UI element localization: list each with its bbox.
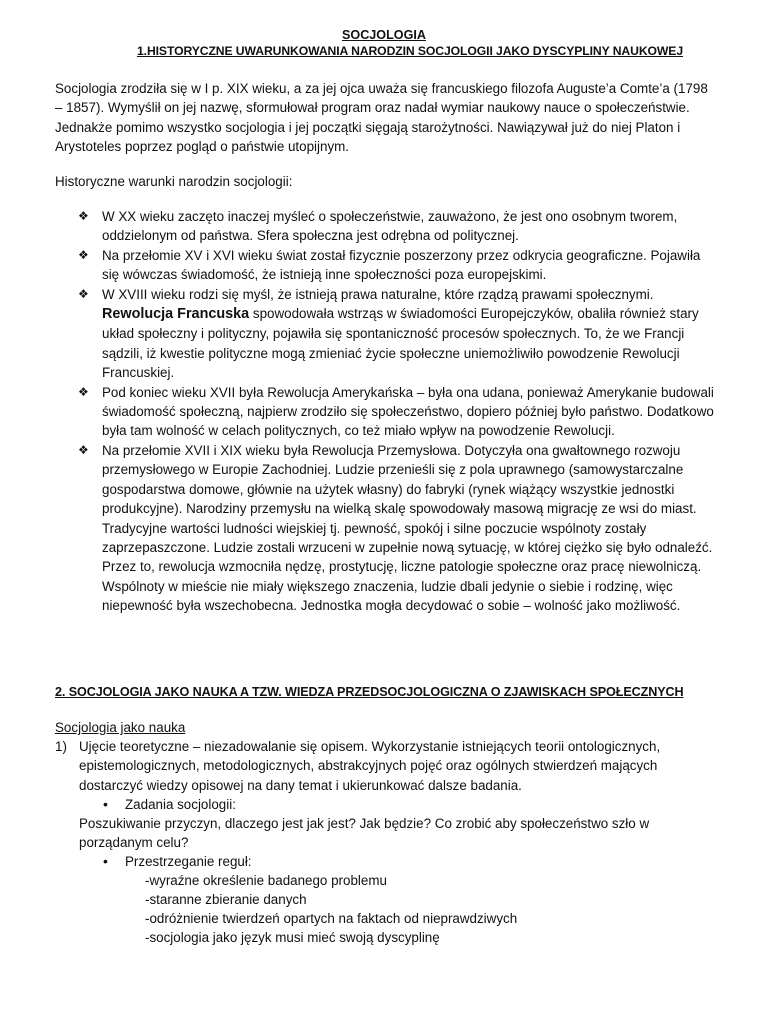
- numbered-item: [55, 737, 715, 795]
- item-number: 1): [55, 739, 67, 754]
- list-item-text: W XX wieku zaczęto inaczej myśleć o społeczeństwie, zauważono, że jest ono osobnym tworem, oddzielonym od państwa. Sfera społeczna jest odrębna od politycznej.: [102, 209, 678, 244]
- list-item-text-continued: spowodowała wstrząs w świadomości Europejczyków, obaliła również stary układ społeczny i polityczny, pojawiła się spontaniczność procesów społecznych. To, że we Francji sądzili, iż kwestie polityczne mogą zmieniać życie społeczne uniemożliwiło powodzenie Rewolucji Francuskiej.: [102, 306, 699, 381]
- rule-item: -staranne zbieranie danych: [145, 892, 307, 907]
- subheading: Socjologia jako nauka: [55, 720, 186, 735]
- tasks-text: Poszukiwanie przyczyn, dlaczego jest jak jest? Jak będzie? Co zrobić aby społeczeństwo szło w porządanym celu?: [79, 816, 650, 851]
- diamond-bullet-icon: ❖: [78, 286, 89, 301]
- list-item-text: Pod koniec wieku XVII była Rewolucja Amerykańska – była ona udana, ponieważ Amerykanie budowali świadomość społeczną, najpierw zrodziło się społeczeństwo, dopiero później było państwo. Dodatkowo była tam wolność w celach politycznych, co też miało wpływ na powodzenie Rewolucji.: [102, 384, 714, 439]
- conditions-list: [78, 207, 714, 616]
- intro-paragraph: Socjologia zrodziła się w I p. XIX wieku, a za jej ojca uważa się francuskiego filozofa Auguste’a Comte’a (1798 – 1857). Wymyślił on jej nazwę, sformułował program oraz nadał wymiar naukowy nauce o społeczeństwie. Jednakże pomimo wszystko socjologia i jej początki sięgają starożytności. Nawiązywał już do niej Platon i Arystoteles poprzez pogląd o państwie utopijnym.: [55, 81, 708, 155]
- conditions-label: Historyczne warunki narodzin socjologii:: [55, 174, 293, 189]
- document-title: SOCJOLOGIA: [342, 28, 426, 42]
- list-item-text: W XVIII wieku rodzi się myśl, że istnieją prawa naturalne, które rządzą prawami społecznymi.: [102, 286, 654, 302]
- dot-bullet-icon: •: [103, 796, 108, 812]
- list-item: [78, 285, 714, 383]
- list-item: [78, 207, 714, 246]
- list-item: [78, 246, 714, 285]
- list-item-text: Na przełomie XVII i XIX wieku była Rewolucja Przemysłowa. Dotyczyła ona gwałtownego rozwoju przemysłowego w Europie Zachodniej. Ludzie przenieśli się z pola uprawnego (samowystarczalne gospodarstwa domowe, głównie na użytek własny) do fabryki (rynek wiążący wszystkie jednostki produkcyjne). Narodziny przemysłu na wielką skalę spowodowały masową migrację ze wsi do miast. Tradycyjne wartości ludności wiejskiej tj. pewność, spokój i silne poczucie wspólnoty zostały zaprzepaszczone. Ludzie zostali wrzuceni w zupełnie nową sytuację, w której ciężko się było odnaleźć. Przez to, rewolucja wzmocniła nędzę, prostytucję, liczne patologie społeczne oraz pracę niewolniczą. Wspólnoty w mieście nie miały większego znaczenia, ludzie dbali jedynie o siebie i rodzinę, więc niepewność była wszechobecna. Jednostka mogła decydować o sobie – wolność jako możliwość.: [102, 442, 713, 614]
- rule-item: -wyraźne określenie badanego problemu: [145, 873, 387, 888]
- list-item-text: Na przełomie XV i XVI wieku świat został fizycznie poszerzony przez odkrycia geograficzne. Pojawiła się wówczas świadomość, że istnieją inne społeczności poza europejskimi.: [102, 247, 701, 283]
- list-item: [78, 383, 714, 441]
- tasks-bullet: [103, 795, 236, 814]
- rules-bullet: [103, 852, 252, 871]
- rule-item: -odróżnienie twierdzeń opartych na faktach od nieprawdziwych: [145, 911, 518, 926]
- section-2-title: 2. SOCJOLOGIA JAKO NAUKA A TZW. WIEDZA PRZEDSOCJOLOGICZNA O ZJAWISKACH SPOŁECZNYCH: [55, 685, 684, 699]
- diamond-bullet-icon: ❖: [78, 384, 89, 399]
- diamond-bullet-icon: ❖: [78, 209, 89, 223]
- dot-bullet-icon: •: [103, 853, 108, 869]
- tasks-label: Zadania socjologii:: [125, 797, 236, 812]
- section-1-title: 1.HISTORYCZNE UWARUNKOWANIA NARODZIN SOCJOLOGII JAKO DYSCYPLINY NAUKOWEJ: [136, 44, 684, 58]
- diamond-bullet-icon: ❖: [78, 442, 89, 457]
- rule-item: -socjologia jako język musi mieć swoją dyscyplinę: [145, 930, 440, 945]
- numbered-item-text: Ujęcie teoretyczne – niezadowalanie się opisem. Wykorzystanie istniejących teorii ontologicznych, epistemologicznych, metodologicznych, abstrakcyjnych pojęć oraz ogólnych stwierdzeń mających dostarczyć wiedzy opisowej na dany temat i ukierunkować dalsze badania.: [79, 739, 661, 793]
- french-revolution-term: Rewolucja Francuska: [102, 306, 250, 323]
- diamond-bullet-icon: ❖: [78, 247, 89, 262]
- list-item: [78, 441, 714, 616]
- rules-label: Przestrzeganie reguł:: [125, 854, 252, 869]
